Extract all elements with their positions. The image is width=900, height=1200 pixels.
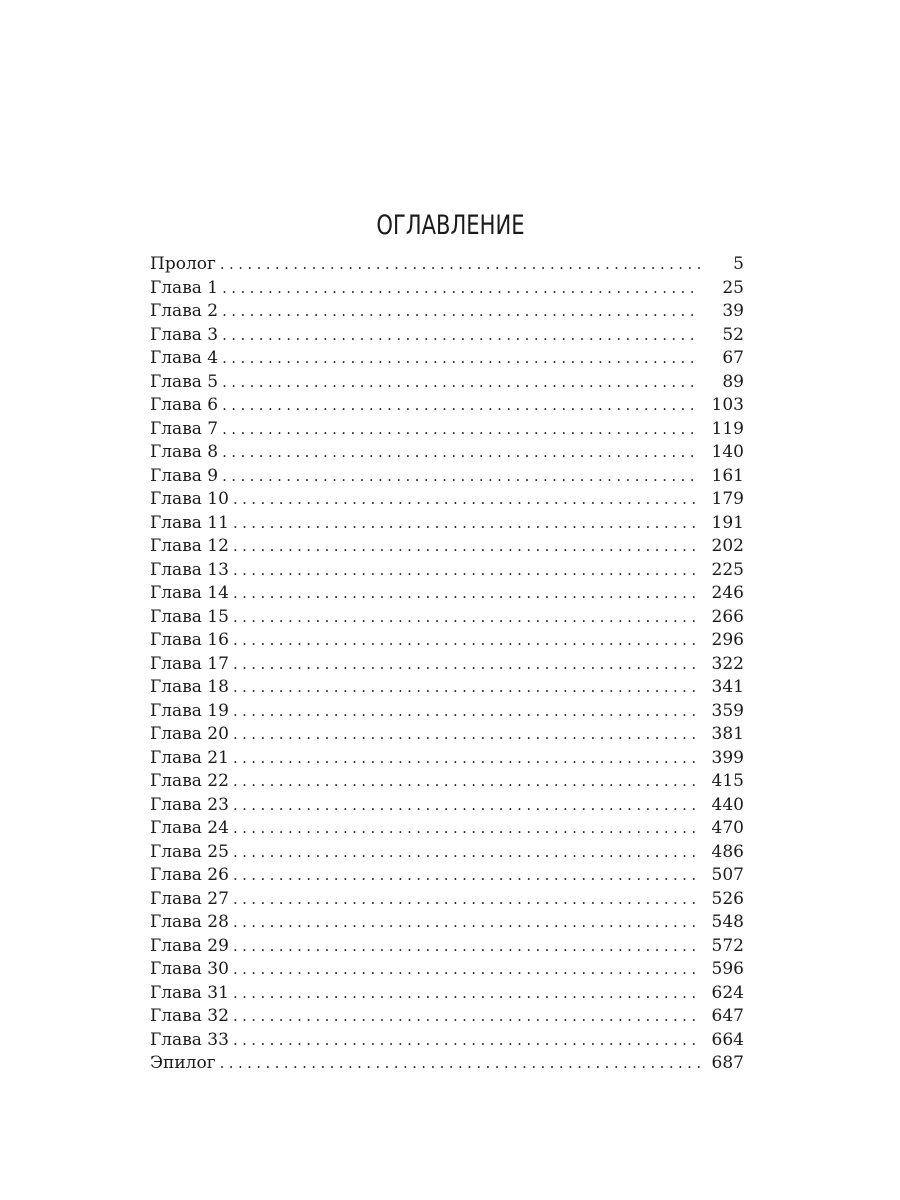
toc-entry-label: Пролог	[150, 254, 216, 274]
toc-entry-label: Эпилог	[150, 1053, 216, 1073]
toc-dot-leader	[233, 582, 700, 606]
toc-entry-page: 322	[711, 653, 744, 674]
toc-entry-page: 596	[711, 959, 744, 979]
toc-entry-page: 140	[711, 442, 744, 462]
toc-dot-leader	[222, 441, 700, 465]
toc-entry-page: 5	[733, 254, 744, 274]
toc-dot-leader	[233, 512, 700, 536]
toc-dot-leader	[233, 700, 700, 724]
toc-dot-leader	[220, 253, 700, 277]
toc-entry	[150, 300, 744, 324]
toc-dot-leader	[222, 418, 700, 442]
toc-dot-leader	[233, 958, 700, 982]
toc-entry	[150, 535, 744, 559]
toc-entry-label: Глава 25	[150, 841, 229, 862]
toc-entry	[150, 253, 744, 277]
toc-entry-page: 39	[722, 301, 744, 321]
toc-entry-page: 381	[711, 724, 744, 744]
toc-dot-leader	[233, 723, 700, 747]
toc-entry-label: Глава 17	[150, 653, 229, 674]
toc-entry	[150, 371, 744, 395]
toc-entry-page: 25	[722, 277, 744, 298]
toc-entry-label: Глава 29	[150, 935, 229, 956]
toc-entry-label: Глава 27	[150, 888, 229, 909]
toc-entry	[150, 559, 744, 583]
toc-entry	[150, 606, 744, 630]
toc-dot-leader	[233, 1005, 700, 1029]
toc-entry	[150, 841, 744, 865]
toc-entry-page: 225	[711, 559, 744, 580]
toc-entry-page: 246	[711, 583, 744, 603]
toc-dot-leader	[233, 747, 700, 771]
toc-entry	[150, 488, 744, 512]
toc-entry	[150, 1029, 744, 1053]
toc-dot-leader	[233, 676, 700, 700]
toc-entry-label: Глава 26	[150, 865, 229, 885]
toc-entry-label: Глава 8	[150, 442, 219, 462]
toc-dot-leader	[220, 1052, 700, 1076]
toc-entry-label: Глава 23	[150, 794, 229, 815]
toc-entry-label: Глава 13	[150, 559, 229, 580]
toc-dot-leader	[233, 982, 700, 1006]
toc-dot-leader	[222, 300, 700, 324]
toc-entry	[150, 864, 744, 888]
toc-entry	[150, 582, 744, 606]
toc-list	[150, 253, 744, 1076]
toc-dot-leader	[233, 864, 700, 888]
toc-entry	[150, 700, 744, 724]
toc-entry-label: Глава 10	[150, 489, 229, 509]
toc-entry-page: 296	[711, 630, 744, 650]
toc-entry	[150, 512, 744, 536]
toc-entry-label: Глава 21	[150, 747, 229, 768]
toc-entry	[150, 935, 744, 959]
toc-entry-label: Глава 32	[150, 1006, 229, 1026]
toc-entry	[150, 465, 744, 489]
toc-entry	[150, 723, 744, 747]
toc-entry-label: Глава 12	[150, 536, 229, 556]
toc-entry-page: 89	[722, 371, 744, 392]
toc-entry-label: Глава 19	[150, 700, 229, 721]
toc-entry-label: Глава 5	[150, 371, 219, 392]
toc-dot-leader	[233, 817, 700, 841]
toc-entry-label: Глава 3	[150, 324, 219, 345]
toc-entry-label: Глава 4	[150, 348, 219, 368]
toc-entry-label: Глава 11	[150, 512, 229, 533]
toc-entry-page: 119	[711, 418, 744, 439]
toc-entry-page: 52	[722, 324, 744, 345]
toc-entry	[150, 653, 744, 677]
toc-dot-leader	[233, 794, 700, 818]
toc-entry	[150, 441, 744, 465]
toc-entry-label: Глава 9	[150, 465, 219, 486]
toc-entry	[150, 394, 744, 418]
toc-entry-page: 507	[711, 865, 744, 885]
toc-entry-label: Глава 16	[150, 630, 229, 650]
toc-entry	[150, 747, 744, 771]
toc-dot-leader	[233, 935, 700, 959]
toc-entry-page: 202	[711, 536, 744, 556]
toc-entry-page: 67	[722, 348, 744, 368]
toc-entry	[150, 324, 744, 348]
toc-entry	[150, 817, 744, 841]
toc-entry-label: Глава 31	[150, 982, 229, 1003]
toc-entry-label: Глава 30	[150, 959, 229, 979]
toc-entry-page: 687	[711, 1053, 744, 1073]
toc-entry-label: Глава 6	[150, 395, 219, 415]
toc-entry	[150, 958, 744, 982]
toc-entry-page: 191	[711, 512, 744, 533]
toc-entry-page: 440	[711, 794, 744, 815]
toc-entry-label: Глава 24	[150, 818, 229, 838]
toc-dot-leader	[222, 277, 700, 301]
toc-entry-label: Глава 28	[150, 912, 229, 932]
toc-dot-leader	[222, 371, 700, 395]
toc-entry-label: Глава 22	[150, 771, 229, 791]
toc-dot-leader	[222, 347, 700, 371]
toc-entry-page: 415	[711, 771, 744, 791]
toc-dot-leader	[222, 465, 700, 489]
toc-dot-leader	[233, 629, 700, 653]
toc-entry	[150, 676, 744, 700]
toc-entry-label: Глава 18	[150, 677, 229, 697]
toc-entry-page: 266	[711, 606, 744, 627]
toc-title: ОГЛАВЛЕНИЕ	[376, 210, 525, 242]
toc-entry-page: 486	[711, 841, 744, 862]
toc-dot-leader	[222, 394, 700, 418]
toc-dot-leader	[233, 653, 700, 677]
toc-entry-page: 470	[711, 818, 744, 838]
toc-entry	[150, 794, 744, 818]
toc-entry	[150, 418, 744, 442]
toc-entry-page: 572	[711, 935, 744, 956]
toc-entry-page: 359	[711, 700, 744, 721]
toc-entry-page: 399	[711, 747, 744, 768]
toc-entry-page: 341	[711, 677, 744, 697]
toc-entry-page: 103	[711, 395, 744, 415]
toc-entry-page: 647	[711, 1006, 744, 1026]
toc-dot-leader	[233, 606, 700, 630]
toc-entry-page: 161	[711, 465, 744, 486]
toc-dot-leader	[233, 535, 700, 559]
toc-entry	[150, 770, 744, 794]
toc-entry	[150, 888, 744, 912]
toc-dot-leader	[233, 888, 700, 912]
toc-dot-leader	[233, 841, 700, 865]
toc-dot-leader	[222, 324, 700, 348]
toc-entry	[150, 911, 744, 935]
toc-entry-label: Глава 15	[150, 606, 229, 627]
toc-entry-page: 548	[711, 912, 744, 932]
toc-entry-label: Глава 20	[150, 724, 229, 744]
toc-entry-label: Глава 1	[150, 277, 219, 298]
toc-entry-label: Глава 7	[150, 418, 219, 439]
toc-dot-leader	[233, 559, 700, 583]
toc-entry	[150, 629, 744, 653]
toc-entry-page: 664	[711, 1029, 744, 1050]
toc-dot-leader	[233, 1029, 700, 1053]
toc-entry	[150, 1052, 744, 1076]
toc-entry	[150, 277, 744, 301]
toc-entry	[150, 1005, 744, 1029]
toc-entry-page: 624	[711, 982, 744, 1003]
toc-entry	[150, 347, 744, 371]
toc-entry-page: 179	[711, 489, 744, 509]
toc-entry-page: 526	[711, 888, 744, 909]
toc-entry-label: Глава 14	[150, 583, 229, 603]
toc-dot-leader	[233, 770, 700, 794]
toc-entry	[150, 982, 744, 1006]
toc-entry-label: Глава 2	[150, 301, 219, 321]
toc-dot-leader	[233, 488, 700, 512]
toc-entry-label: Глава 33	[150, 1029, 229, 1050]
toc-dot-leader	[233, 911, 700, 935]
